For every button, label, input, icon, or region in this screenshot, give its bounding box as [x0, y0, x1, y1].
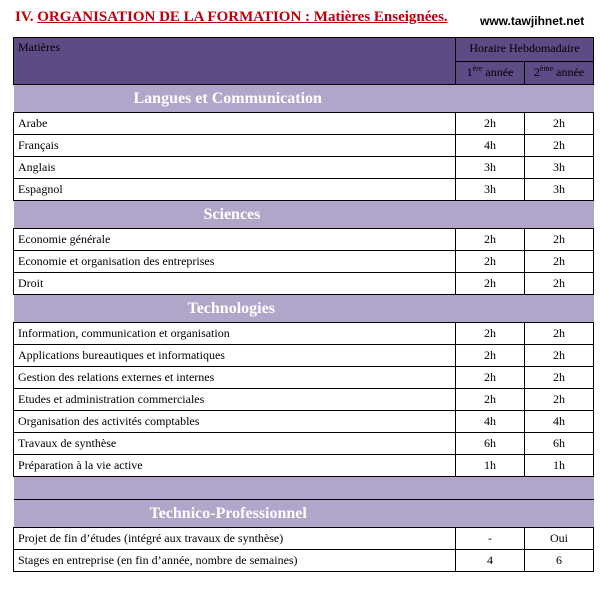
year2-cell: 2h [525, 229, 594, 251]
subject-cell: Applications bureautiques et informatiques [14, 345, 456, 367]
year2-cell: 2h [525, 113, 594, 135]
year1-cell: 2h [456, 251, 525, 273]
subject-cell: Arabe [14, 113, 456, 135]
year1-cell: 3h [456, 157, 525, 179]
year1-cell: 4h [456, 411, 525, 433]
year2-cell: 3h [525, 179, 594, 201]
header-hours: Horaire Hebdomadaire [456, 38, 594, 62]
header-year-2: 2ème année [525, 61, 594, 85]
year1-cell: 2h [456, 113, 525, 135]
year1-cell: 2h [456, 273, 525, 295]
header-subject: Matières [14, 38, 456, 85]
subject-cell: Information, communication et organisation [14, 323, 456, 345]
year1-cell: 2h [456, 345, 525, 367]
year2-cell: Oui [525, 528, 594, 550]
table-row [14, 179, 594, 201]
subject-cell: Stages en entreprise (en fin d’année, nombre de semaines) [14, 550, 456, 572]
year2-cell: 6 [525, 550, 594, 572]
year2-cell: 4h [525, 411, 594, 433]
section-title: Sciences [14, 201, 594, 229]
table-header-row [14, 38, 594, 62]
subjects-table [13, 37, 594, 572]
year1-cell: 2h [456, 323, 525, 345]
spacer-cell [14, 477, 594, 500]
website-label: www.tawjihnet.net [480, 14, 585, 28]
table-row [14, 135, 594, 157]
subject-cell: Economie et organisation des entreprises [14, 251, 456, 273]
year2-cell: 2h [525, 323, 594, 345]
section-header [14, 85, 594, 113]
year2-cell: 2h [525, 251, 594, 273]
subject-cell: Economie générale [14, 229, 456, 251]
subject-cell: Gestion des relations externes et internes [14, 367, 456, 389]
table-row [14, 455, 594, 477]
page-title [15, 9, 448, 26]
year2-cell: 2h [525, 367, 594, 389]
year2-cell: 3h [525, 157, 594, 179]
table-row [14, 251, 594, 273]
section-header [14, 295, 594, 323]
subject-cell: Anglais [14, 157, 456, 179]
year1-cell: - [456, 528, 525, 550]
table-row [14, 113, 594, 135]
subject-cell: Droit [14, 273, 456, 295]
year2-cell: 6h [525, 433, 594, 455]
table-row [14, 157, 594, 179]
table-row [14, 411, 594, 433]
table-row [14, 345, 594, 367]
section-title: Langues et Communication [14, 85, 594, 113]
year1-cell: 3h [456, 179, 525, 201]
subject-cell: Organisation des activités comptables [14, 411, 456, 433]
section-title: Technologies [14, 295, 594, 323]
table-row [14, 433, 594, 455]
subject-cell: Préparation à la vie active [14, 455, 456, 477]
year1-cell: 1h [456, 455, 525, 477]
year2-cell: 2h [525, 345, 594, 367]
subject-cell: Etudes et administration commerciales [14, 389, 456, 411]
table-row [14, 273, 594, 295]
subject-cell: Français [14, 135, 456, 157]
year2-cell: 2h [525, 135, 594, 157]
table-row [14, 389, 594, 411]
subject-cell: Projet de fin d’études (intégré aux travaux de synthèse) [14, 528, 456, 550]
header-year-1: 1ère année [456, 61, 525, 85]
section-title: Technico-Professionnel [14, 500, 594, 528]
subject-cell: Espagnol [14, 179, 456, 201]
subject-cell: Travaux de synthèse [14, 433, 456, 455]
table-row [14, 550, 594, 572]
section-spacer [14, 477, 594, 500]
section-header [14, 201, 594, 229]
year2-cell: 2h [525, 273, 594, 295]
year1-cell: 2h [456, 229, 525, 251]
year1-cell: 2h [456, 367, 525, 389]
table-row [14, 323, 594, 345]
title-number: IV. [15, 9, 34, 25]
year1-cell: 4h [456, 135, 525, 157]
table-row [14, 367, 594, 389]
year1-cell: 4 [456, 550, 525, 572]
table-row [14, 229, 594, 251]
section-header [14, 500, 594, 528]
title-text: ORGANISATION DE LA FORMATION : Matières Enseignées. [37, 9, 448, 25]
year1-cell: 2h [456, 389, 525, 411]
year2-cell: 2h [525, 389, 594, 411]
table-row [14, 528, 594, 550]
year1-cell: 6h [456, 433, 525, 455]
year2-cell: 1h [525, 455, 594, 477]
